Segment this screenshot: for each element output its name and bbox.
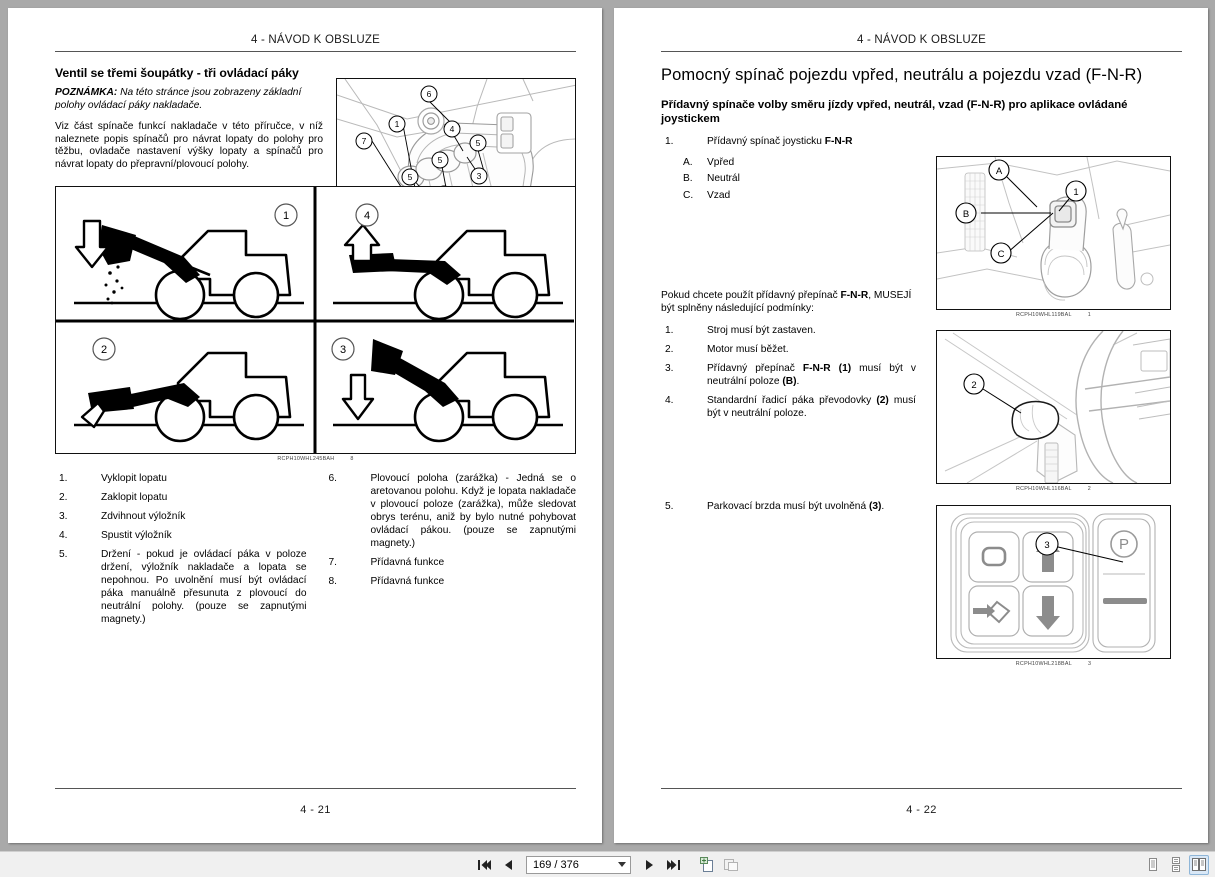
- joystick-illustration: [937, 157, 1170, 309]
- toolbar-navigation-group: [0, 855, 1215, 875]
- figure-number: 1: [1087, 311, 1092, 319]
- svg-text:2: 2: [100, 343, 108, 356]
- list-item: [55, 529, 307, 542]
- last-page-button[interactable]: [663, 855, 683, 875]
- list-item: [661, 324, 916, 337]
- conditions-lead-part1: Pokud chcete použít přídavný přepínač: [661, 290, 841, 301]
- list-item-number: A.: [683, 156, 693, 168]
- conditions-lead-emphasis: F-N-R: [840, 290, 869, 301]
- steering-column-illustration: [937, 331, 1170, 483]
- list-item-number: 1.: [59, 472, 68, 484]
- list-item-number: 4.: [59, 529, 68, 541]
- page-header-left: 4 - NÁVOD K OBSLUZE: [250, 34, 381, 46]
- list-item-number: 3.: [59, 510, 68, 522]
- svg-text:1: 1: [282, 209, 290, 222]
- list-item-number: 7.: [328, 557, 337, 569]
- list-item-number: 6.: [328, 472, 337, 484]
- note-paragraph: [55, 87, 323, 112]
- document-page-right[interactable]: [614, 8, 1208, 843]
- list-item-number: 5.: [59, 548, 68, 560]
- duplicate-page-button[interactable]: [721, 855, 741, 875]
- control-panel-illustration: [937, 506, 1170, 658]
- list-item: [661, 362, 916, 388]
- list-item: [55, 472, 307, 485]
- svg-text:A: A: [995, 166, 1003, 177]
- list-item: [55, 548, 307, 627]
- body-paragraph: Viz část spínače funkcí nakladače v této příručce, v níž naleznete popis spínačů pro návrat lopaty do polohy pro těžbu, ovladače nastavení výšky lopaty a spínačů pro návrat lopaty do přepravní/plovoucí polohy.: [55, 121, 323, 170]
- footer-rule-right: [661, 788, 1182, 789]
- header-rule-right: [661, 51, 1182, 52]
- svg-text:5: 5: [407, 172, 413, 182]
- svg-text:3: 3: [476, 171, 482, 181]
- svg-text:2: 2: [971, 380, 977, 391]
- list-item: [661, 135, 916, 148]
- page-number-field[interactable]: [526, 856, 631, 874]
- list-item: [661, 343, 916, 356]
- figure-bucket-positions: [55, 186, 576, 462]
- previous-page-button[interactable]: [498, 855, 518, 875]
- section-title: Ventil se třemi šoupátky - tři ovládací páky: [55, 66, 299, 80]
- lever-function-lists: [55, 472, 576, 633]
- figure-joystick-switch-frame: [936, 156, 1171, 310]
- page-footer-left: 4 - 21: [300, 804, 331, 816]
- lever-list-right: [325, 472, 577, 589]
- list-item-text: Zdvihnout výložník: [101, 510, 186, 522]
- note-label: POZNÁMKA:: [55, 87, 118, 98]
- list-item-emphasis: F-N-R: [824, 136, 853, 148]
- list-item-number: B.: [683, 173, 693, 184]
- list-item-text: Držení - pokud je ovládací páka v poloze držení, výložník nakladače a lopata se nepohnou. Po uvolnění musí být ovládací páka manuálně přesunuta z plovoucí do neutrální polohy. (pouze se zapnutými magnety.): [101, 548, 307, 626]
- figure-parking-brake-panel-frame: [936, 505, 1171, 659]
- list-item-text: Spustit výložník: [101, 529, 172, 541]
- figure-number: 8: [350, 455, 354, 462]
- conditions-lead: [661, 290, 916, 316]
- lever-list-left: [55, 472, 307, 627]
- svg-text:1: 1: [1073, 187, 1079, 198]
- list-item-text: Motor musí běžet.: [707, 343, 789, 355]
- footer-rule-left: [55, 788, 576, 789]
- figure-caption-bucket-positions: [55, 455, 576, 461]
- last-page-icon: [667, 859, 680, 871]
- list-item: [661, 394, 916, 420]
- list-item-text: Přídavný přepínač F-N-R (1) musí být v neutrální poloze (B).: [707, 362, 916, 387]
- figure-parking-brake-panel: [936, 505, 1171, 667]
- svg-text:B: B: [962, 209, 970, 220]
- first-page-icon: [478, 859, 491, 871]
- svg-text:6: 6: [426, 89, 432, 99]
- page-number-input[interactable]: [527, 857, 613, 873]
- first-page-button[interactable]: [474, 855, 494, 875]
- right-text-column: [661, 135, 916, 513]
- list-item: [661, 500, 916, 513]
- figure-transmission-lever-frame: [936, 330, 1171, 484]
- svg-text:5: 5: [475, 138, 481, 148]
- list-item: [55, 491, 307, 504]
- list-item-number: 5.: [665, 501, 674, 513]
- bucket-positions-illustration: [56, 187, 574, 454]
- figure-caption-joystick: [936, 312, 1171, 318]
- list-item-number: C.: [683, 189, 694, 201]
- insert-page-icon: [699, 857, 715, 872]
- list-item-text: Stroj musí být zastaven.: [707, 324, 816, 336]
- figure-joystick-switch: [936, 156, 1171, 318]
- figure-transmission-lever: [936, 330, 1171, 492]
- page-list-dropdown-button[interactable]: [613, 857, 630, 873]
- single-page-view-icon: [1146, 857, 1160, 872]
- list-item-text: Zaklopit lopatu: [101, 491, 168, 503]
- list-item-text: Neutrál: [707, 173, 740, 184]
- figure-caption-column: [936, 486, 1171, 492]
- figure-code: RCPH10WHL119BAL: [1015, 311, 1072, 319]
- list-item-text: Vyklopit lopatu: [101, 472, 167, 484]
- note-text: Na této stránce jsou zobrazeny základní polohy ovládací páky nakladače.: [55, 87, 302, 111]
- svg-text:5: 5: [437, 155, 443, 165]
- list-item-number: 2.: [665, 343, 674, 355]
- svg-text:4: 4: [363, 209, 371, 222]
- conditions-list: [661, 324, 916, 421]
- next-page-icon: [644, 859, 655, 871]
- list-item-text: Standardní řadicí páka převodovky (2) musí být v neutrální poloze.: [707, 394, 916, 420]
- list-item-text: Přídavný spínač joysticku: [707, 136, 825, 148]
- insert-page-button[interactable]: [697, 855, 717, 875]
- chevron-down-icon: [618, 862, 626, 867]
- figure-code: RCPH10WHL245BAH: [277, 455, 335, 462]
- list-item: [661, 171, 916, 188]
- subsection-title: Přídavný spínače volby směru jízdy vpřed, neutrál, vzad (F-N-R) pro aplikace ovládané joystickem: [661, 99, 1128, 126]
- svg-text:C: C: [997, 249, 1005, 260]
- list-item-number: 3.: [665, 362, 674, 374]
- list-item-text: Parkovací brzda musí být uvolněná (3).: [707, 501, 885, 513]
- svg-text:3: 3: [339, 343, 347, 356]
- continuous-view-icon: [1169, 857, 1183, 872]
- joystick-switch-list: [661, 135, 916, 148]
- page-title: Pomocný spínač pojezdu vpřed, neutrálu a pojezdu vzad (F-N-R): [661, 66, 1143, 84]
- svg-text:3: 3: [1044, 540, 1050, 551]
- page-footer-right: 4 - 22: [906, 804, 937, 816]
- list-item-text: Vpřed: [707, 156, 735, 168]
- duplicate-page-icon: [723, 857, 739, 872]
- previous-page-icon: [503, 859, 514, 871]
- toolbar-view-mode-group: [1143, 855, 1209, 875]
- continuous-view-button[interactable]: [1166, 855, 1186, 875]
- list-item-number: 8.: [328, 576, 337, 588]
- document-page-left[interactable]: [8, 8, 602, 843]
- list-item-number: 4.: [665, 394, 674, 406]
- conditions-lead-part2: , MUSEJÍ být splněny následující podmínky:: [661, 290, 912, 314]
- list-item-number: 1.: [665, 324, 674, 336]
- next-page-button[interactable]: [639, 855, 659, 875]
- list-item-text: Vzad: [707, 189, 731, 201]
- single-page-view-button[interactable]: [1143, 855, 1163, 875]
- list-item: [661, 155, 916, 172]
- figure-code: RCPH10WHL116BAL: [1015, 485, 1072, 493]
- figure-bucket-positions-frame: [55, 186, 576, 454]
- direction-sublist: [661, 155, 916, 205]
- list-item-text: Přídavná funkce: [370, 557, 445, 569]
- list-item: [325, 575, 577, 588]
- list-item: [325, 472, 577, 551]
- figure-caption-panel: [936, 661, 1171, 667]
- svg-text:1: 1: [394, 119, 400, 129]
- list-item-text: Přídavná funkce: [370, 576, 445, 588]
- list-item-number: 2.: [59, 491, 68, 503]
- list-item: [325, 556, 577, 569]
- svg-text:7: 7: [361, 136, 367, 146]
- two-page-view-icon: [1191, 857, 1207, 872]
- list-item: [55, 510, 307, 523]
- svg-text:4: 4: [449, 124, 455, 134]
- viewer-toolbar[interactable]: [0, 851, 1215, 877]
- figure-number: 2: [1087, 485, 1092, 493]
- figure-number: 3: [1087, 660, 1092, 668]
- list-item-text: Plovoucí poloha (zarážka) - Jedná se o aretovanou polohu. Když je lopata nakladače v plovoucí poloze (zarážka), může sledovat obrys terénu, aniž by bylo nutné pohybovat ovládací pákou. (pouze se zapnutými magnety.): [370, 472, 576, 550]
- condition-five-list: [661, 500, 916, 513]
- two-page-view-button[interactable]: [1189, 855, 1209, 875]
- list-item: [661, 188, 916, 205]
- header-rule-left: [55, 51, 576, 52]
- figure-code: RCPH10WHL218BAL: [1015, 660, 1072, 668]
- page-header-right: 4 - NÁVOD K OBSLUZE: [856, 34, 987, 46]
- parking-brake-symbol: P: [1118, 536, 1130, 553]
- list-item-number: 1.: [665, 136, 674, 148]
